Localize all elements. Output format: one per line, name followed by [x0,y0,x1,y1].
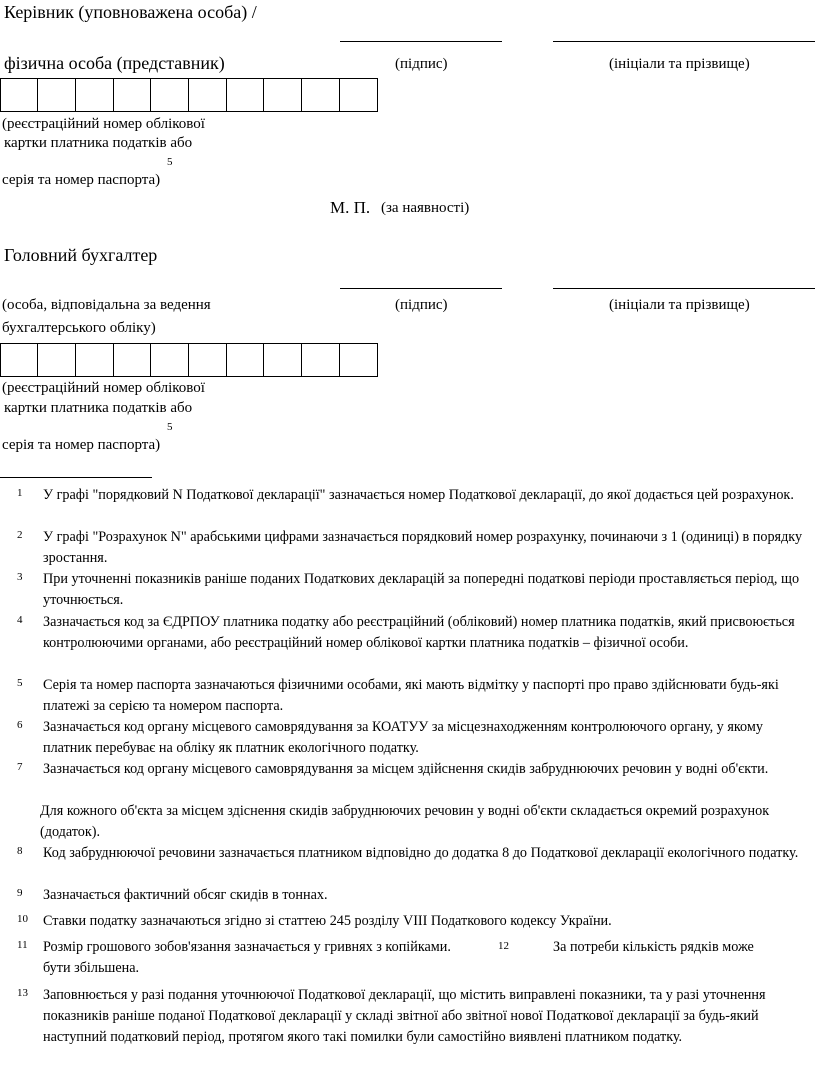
digit-cell[interactable] [302,343,340,377]
footnote-number: 9 [17,887,23,899]
digit-cell[interactable] [38,343,76,377]
chief-accountant-title: Головний бухгалтер [4,245,158,265]
footnote-text: За потреби кількість рядків може [553,939,754,955]
registration-label-line2: картки платника податків або [4,400,193,416]
footnote-number: 7 [17,761,23,773]
footnote-text: У графі "порядковий N Податкової декларації" зазначається номер Податкової декларації, до якої додається цей розрахунок. [43,487,794,503]
footnote-text: Для кожного об'єкта за місцем здіснення скидів забруднюючих речовин у водні об'єкти складається окремий розрахунок (додаток). [40,803,770,840]
name-line [553,41,815,42]
digit-cell[interactable] [151,78,189,112]
footnote-number: 12 [498,940,509,952]
name-label: (ініціали та прізвище) [609,56,750,72]
name-label: (ініціали та прізвище) [609,297,750,313]
signature-label: (підпис) [395,56,448,72]
footnote-text: Розмір грошового зобов'язання зазначається у гривнях з копійками. [43,939,451,955]
registration-label-line3: серія та номер паспорта) [2,437,161,453]
stamp-mark: М. П. [330,198,371,217]
digit-cell[interactable] [38,78,76,112]
digit-cell[interactable] [227,343,264,377]
signature-label: (підпис) [395,297,448,313]
name-line [553,288,815,289]
footnote-number: 13 [17,987,28,999]
footnote-text: Зазначається код органу місцевого самоврядування за КОАТУУ за місцезнаходженням контролюючого органу, у якому платник перебуває на обліку як платник екологічного податку. [43,719,763,756]
head-title-line1: Керівник (уповноважена особа) / [4,2,257,22]
person-label-line1: (особа, відповідальна за ведення [2,297,211,313]
footnote-text: Зазначається код за ЄДРПОУ платника податку або реєстраційний (обліковий) номер платника податків, який присвоюється контролюючими органами, або реєстраційний номер облікової картки платника податків – фізичної особи. [43,614,795,651]
digit-cell[interactable] [1,78,38,112]
signature-line [340,288,502,289]
digit-cell[interactable] [340,78,378,112]
registration-label-line3: серія та номер паспорта) [2,172,161,188]
digit-cell[interactable] [189,78,227,112]
footnote-number: 10 [17,913,28,925]
footnote-number: 5 [17,677,23,689]
footnote-number: 1 [17,487,23,499]
person-label-line2: бухгалтерського обліку) [2,320,156,336]
footnote-text: Серія та номер паспорта зазначаються фізичними особами, які мають відмітку у паспорті про право здійснювати будь-які платежі за серією та номером паспорта. [43,677,779,714]
digit-cell[interactable] [189,343,227,377]
footnote-number: 3 [17,571,23,583]
digit-cell[interactable] [114,78,151,112]
footnote-ref-5: 5 [167,156,173,168]
footnote-number: 2 [17,529,23,541]
footnote-text: Зазначається фактичний обсяг скидів в тоннах. [43,887,328,903]
signature-line [340,41,502,42]
digit-cell[interactable] [1,343,38,377]
footnote-text: бути збільшена. [43,960,140,976]
registration-label-line1: (реєстраційний номер облікової [2,116,205,132]
registration-label-line1: (реєстраційний номер облікової [2,380,205,396]
digit-cell[interactable] [227,78,264,112]
digit-cell[interactable] [264,78,302,112]
footnote-separator [0,477,152,478]
footnote-text: Код забруднюючої речовини зазначається платником відповідно до додатка 8 до Податкової декларації екологічного податку. [43,845,799,861]
footnote-number: 8 [17,845,23,857]
digit-cell[interactable] [76,343,114,377]
footnote-text: Зазначається код органу місцевого самоврядування за місцем здійснення скидів забруднюючих речовин у водні об'єкти. [43,761,769,777]
footnote-text: При уточненні показників раніше поданих Податкових декларацій за попередні податкові періоди проставляється період, що уточнюється. [43,571,800,608]
digit-cell[interactable] [340,343,378,377]
registration-number-cells [0,343,378,377]
digit-cell[interactable] [302,78,340,112]
footnote-text: Заповнюється у разі подання уточнюючої Податкової декларації, що містить виправлені показники, та у разі уточнення показників раніше поданої Податкової декларації у складі звітної або звітної нової Податкової декларації за будь-який наступний податковий період, протягом якого такі помилки були самостійно виявлені платником податку. [43,987,766,1045]
registration-number-cells [0,78,378,112]
digit-cell[interactable] [114,343,151,377]
registration-label-line2: картки платника податків або [4,135,193,151]
footnote-number: 4 [17,614,23,626]
footnote-number: 6 [17,719,23,731]
footnote-number: 11 [17,939,28,951]
stamp-note: (за наявності) [381,200,470,216]
head-title-line2: фізична особа (представник) [4,53,225,73]
footnote-text: У графі "Розрахунок N" арабськими цифрами зазначається порядковий номер розрахунку, починаючи з 1 (одиниці) в порядку зростання. [43,529,803,566]
digit-cell[interactable] [76,78,114,112]
footnote-ref-5: 5 [167,421,173,433]
footnote-text: Ставки податку зазначаються згідно зі статтею 245 розділу VIII Податкового кодексу України. [43,913,612,929]
digit-cell[interactable] [264,343,302,377]
digit-cell[interactable] [151,343,189,377]
